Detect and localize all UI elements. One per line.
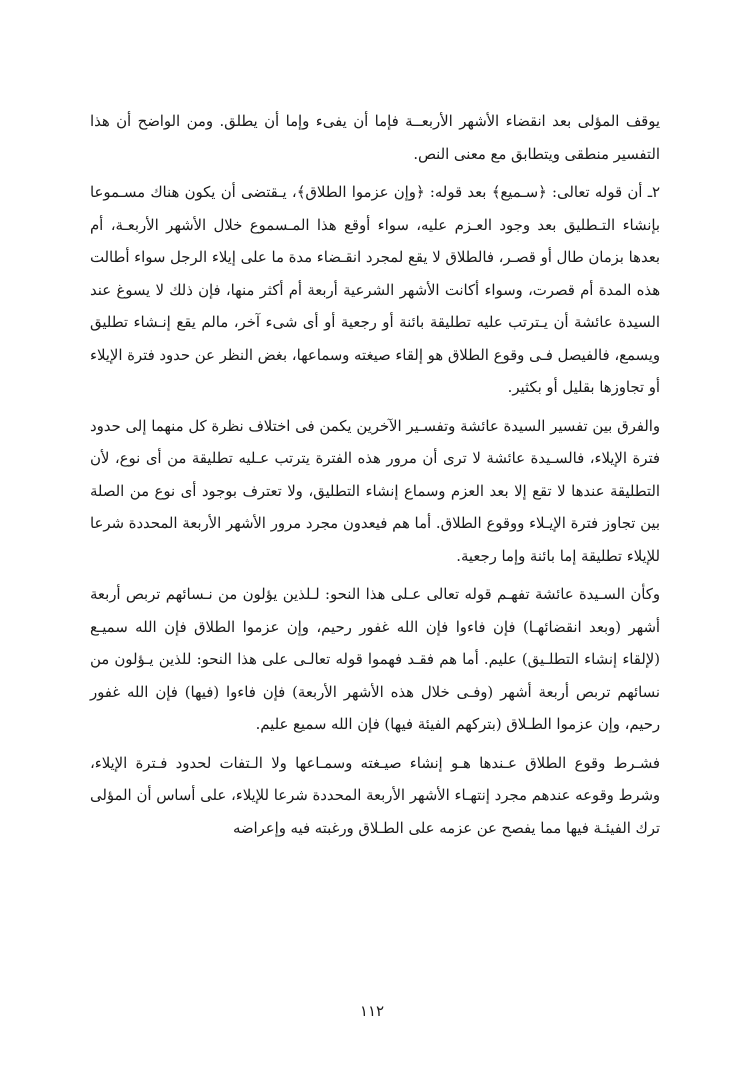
body-text: [90, 106, 660, 845]
page-number: ١١٢: [359, 1002, 385, 1020]
paragraph-1: يوقف المؤلى بعد انقضاء الأشهر الأربعــة فإما أن يفىء وإما أن يطلق. ومن الواضح أن هذا التفسير منطقى ويتطابق مع معنى النص.: [90, 113, 660, 163]
paragraph-5: فشـرط وقوع الطلاق عـندها هـو إنشاء صيـغته وسمـاعها ولا الـتفات لحدود فـترة الإيلاء، وشرط وقوعه عندهم مجرد إنتهـاء الأشهر الأربعة المحددة شرعا للإيلاء، على أساس أن المؤلى ترك الفيئـة فيها مما يفصح عن عزمه على الطـلاق ورغبته فيه وإعراضه: [90, 754, 660, 837]
paragraph-2: ٢ـ أن قوله تعالى: ﴿سـميع﴾ بعد قوله: ﴿وإن عزموا الطلاق﴾، يـقتضى أن يكون هناك مسـموعا بإنشاء التـطليق بعد وجود العـزم عليه، سواء أوقع هذا المـسموع خلال الأشهر الأربعـة، أم بعدها بزمان طال أو قصـر، فالطلاق لا يقع لمجرد انقـضاء مدة ما على إيلاء الرجل سواء أطالت هذه المدة أم قصرت، وسواء أكانت الأشهر الشرعية أربعة أم أكثر منها، فإن ذلك لا يسوغ عند السيدة عائشة أن يـترتب عليه تطليقة بائنة أو رجعية أو أى شىء آخر، مالم يقع إنـشاء تطليق ويسمع، فالفيصل فـى وقوع الطلاق هو إلقاء صيغته وسماعها، بغض النظر عن حدود فترة الإيلاء أو تجاوزها بقليل أو بكثير.: [90, 184, 660, 396]
paragraph-4: وكأن السـيدة عائشة تفهـم قوله تعالى عـلى هذا النحو: لـلذين يؤلون من نـسائهم تربص أربعة أشهر (وبعد انقضائهـا) فإن فاءوا فإن الله غفور رحيم، وإن عزموا الطلاق فإن الله سميـع (لإلقاء إنشاء التطلـيق) عليم. أما هم فقـد فهموا قوله تعالـى على هذا النحو: للذين يـؤلون من نسائهم تربص أربعة أشهر (وفـى خلال هذه الأشهر الأربعة) فإن فاءوا (فيها) فإن الله غفور رحيم، وإن عزموا الطـلاق (بتركهم الفيئة فيها) فإن الله سميع عليم.: [90, 586, 660, 733]
paragraph-3: والفرق بين تفسير السيدة عائشة وتفسـير الآخرين يكمن فى اختلاف نظرة كل منهما إلى حدود فترة الإيلاء، فالسـيدة عائشة لا ترى أن مرور هذه الفترة يترتب عـليه تطليقة من أى نوع، لأن التطليقة عندها لا تقع إلا بعد العزم وسماع إنشاء التطليق، ولا تعترف بوجود أى نوع من الصلة بين تجاوز فترة الإيـلاء ووقوع الطلاق. أما هم فيعدون مجرد مرور الأشهر الأربعة المحددة شرعا للإيلاء تطليقة إما بائنة وإما رجعية.: [90, 417, 660, 565]
